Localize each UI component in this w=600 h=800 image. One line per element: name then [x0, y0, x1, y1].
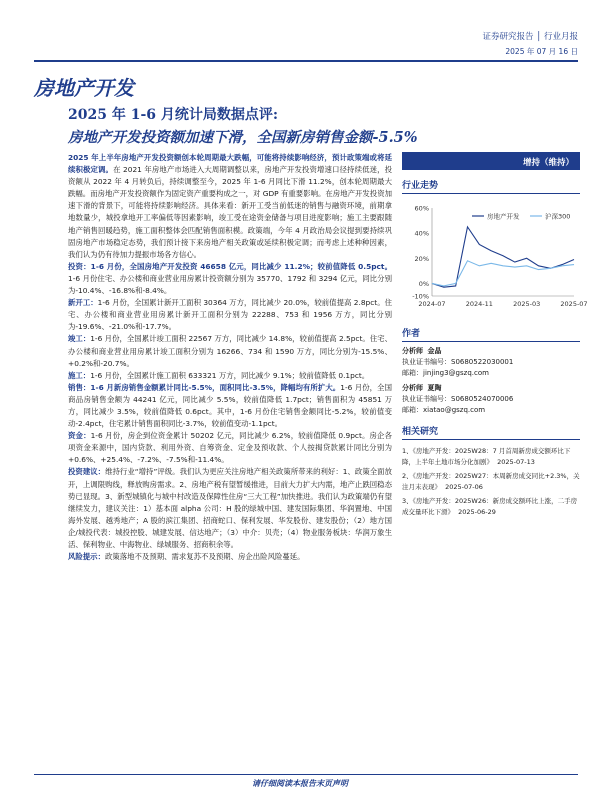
y-tick-label: 60%	[414, 204, 429, 213]
invest-text: 1-6 月份住宅、办公楼和商业营业用房累计投资额分别为 35770、1792 和 3294 亿元，同比分别为-10.4%、-16.8%和-8.4%。	[68, 273, 392, 296]
advice-lead: 投资建议：	[68, 467, 106, 477]
y-tick-label: 40%	[414, 229, 429, 238]
sales-lead: 销售：1-6 月新房销售金额累计同比-5.5%，面积同比-3.5%，降幅均有所扩大。	[68, 382, 341, 392]
related-item-3[interactable]	[402, 496, 580, 517]
risk-text: 政策落地不及预期、需求复苏不及预期、房企出险风险蔓延。	[104, 552, 305, 562]
x-tick-label: 2025-03	[513, 300, 541, 308]
analyst-2	[402, 383, 580, 416]
analyst-1-role: 分析师	[402, 347, 423, 355]
analyst-2-email[interactable]: 邮箱：xiatao@gszq.com	[402, 406, 486, 414]
x-tick-label: 2024-11	[465, 300, 493, 308]
footer-divider	[34, 774, 578, 775]
analyst-2-cert: 执业证书编号：S0680524070006	[402, 395, 514, 403]
funds-lead: 资金：	[68, 431, 91, 441]
report-body	[68, 152, 392, 563]
series-line-1	[432, 227, 574, 287]
newstart-paragraph	[68, 297, 392, 333]
industry-title: 房地产开发	[34, 76, 134, 100]
advice-text: 维持行业“增持”评级。我们认为更应关注房地产相关政策所带来的利好：1、政策全面放开，上调限购线，释放购房需求。2、房地产税有望暂缓推进，目前大力扩大内需，地产止跌回稳态势已显现。3、新型城镇化与城中村改造及保障性住房“三大工程”加快推进。我们认为政策端仍有望继续发力，建议关注：1）基本面 alpha 公司：H 股的绿城中国、建发国际集团、华润置地、中国海外发展、越秀地产；A 股的滨江集团、招商蛇口、保利发展、华发股份、建发股份；（2）地方国企/城投代表：城投控股、城建发展、信达地产；（3）中介：贝壳；（4）物业服务板块：华润万象生活、保利物业、中海物业、绿城服务、招商积余等。	[68, 467, 392, 549]
y-tick-label: 20%	[414, 254, 429, 263]
completion-text: 1-6 月份，全国累计竣工面积 22567 万方，同比减少 14.8%，较前值提高 2.5pct。住宅、办公楼和商业营业用房累计竣工面积分别为 16266、734 和 1590 万方，同比分别为-15.5%、+0.2%和-20.7%。	[68, 334, 392, 368]
invest-lead: 投资：1-6 月份，全国房地产开发投资 46658 亿元，同比减少 11.2%；较前值降低 0.5pct。	[68, 261, 392, 271]
report-title-line2: 房地产开发投资额加速下滑，全国新房销售金额-5.5%	[68, 129, 418, 146]
advice-paragraph	[68, 466, 392, 551]
related-1-date: 2025-07-13	[497, 457, 535, 466]
trend-section-title: 行业走势	[402, 178, 580, 194]
related-2-title[interactable]: 2、《房地产开发：2025W27：本周新房成交同比+2.3%，关注月末表现》	[402, 472, 580, 491]
x-tick-label: 2024-07	[418, 300, 446, 308]
sales-text: 1-6 月份，全国商品房销售金额为 44241 亿元，同比减少 5.5%，较前值降低 1.7pct；销售面积为 45851 万方，同比减少 3.5%，较前值降低 0.6pct。其中，1-6 月份住宅销售金额同比-5.2%，较前值变动-2.4pct，住宅累计销售面积同比-3.7%，较前值变动-1.1pct。	[68, 382, 393, 429]
related-2-date: 2025-07-06	[445, 482, 483, 491]
sales-paragraph	[68, 382, 392, 430]
analyst-1-email[interactable]: 邮箱：jinjing3@gszq.com	[402, 369, 489, 377]
risk-lead: 风险提示：	[68, 552, 105, 562]
trend-chart-svg	[402, 200, 588, 318]
sidebar	[402, 152, 588, 521]
construction-text: 1-6 月份，全国累计施工面积 633321 万方，同比减少 9.1%；较前值降低 0.1pct。	[90, 370, 370, 380]
report-title-line1: 2025 年 1-6 月统计局数据点评:	[68, 107, 279, 123]
header-divider	[34, 60, 578, 62]
analyst-1-line	[402, 346, 580, 357]
construction-paragraph	[68, 370, 392, 382]
newstart-lead: 新开工：	[68, 298, 98, 308]
funds-paragraph	[68, 430, 392, 466]
newstart-text: 1-6 月份，全国累计新开工面积 30364 万方，同比减少 20.0%，较前值提高 2.8pct。住宅、办公楼和商业营业用房累计新开工面积分别为 22288、753 和 1956 万方，同比分别为-19.6%、-21.0%和-17.7%。	[68, 298, 392, 332]
analyst-1-cert: 执业证书编号：S0680522030001	[402, 358, 514, 366]
completion-paragraph	[68, 333, 392, 369]
analyst-section-title: 作者	[402, 326, 580, 342]
related-3-date: 2025-06-29	[458, 507, 496, 516]
related-3-title[interactable]: 3、《房地产开发：2025W26：新房成交额环比上涨，二手房成交量环比下滑》	[402, 497, 578, 516]
related-item-2[interactable]	[402, 471, 580, 492]
funds-text: 1-6 月份，房企到位资金累计 50202 亿元，同比减少 6.2%，较前值降低 0.9pct。房企各项资金来源中，国内贷款、利用外资、自筹资金、定金及预收款、个人按揭贷款累计同比分别为+0.6%、+25.4%、-7.2%、-7.5%和-11.4%。	[68, 431, 392, 465]
related-1-title[interactable]: 1、《房地产开发：2025W28：7 月首周新房成交额环比下降，上半年土地市场分化加剧》	[402, 447, 571, 466]
analyst-1	[402, 346, 580, 379]
legend-label-1: 房地产开发	[487, 212, 520, 221]
rating-badge: 增持（维持）	[402, 152, 580, 170]
summary-lead: 2025 年上半年房地产开发投资额创本轮周期最大跌幅，可能将持续影响经济，预计政策端或将延续积极定调。	[68, 153, 392, 175]
footer-note: 请仔细阅读本报告末页声明	[252, 779, 348, 788]
analyst-2-line	[402, 383, 580, 394]
analyst-2-name: 夏陶	[427, 384, 442, 392]
analyst-2-role: 分析师	[402, 384, 423, 392]
industry-trend-chart	[402, 200, 588, 318]
x-tick-label: 2025-07	[560, 300, 588, 308]
y-tick-label: 0%	[418, 279, 429, 288]
series-line-2	[432, 261, 574, 286]
invest-paragraph	[68, 261, 392, 297]
legend-label-2: 沪深300	[545, 212, 571, 221]
related-list	[402, 446, 580, 517]
related-section-title: 相关研究	[402, 424, 580, 440]
analyst-1-name: 金晶	[427, 347, 442, 355]
related-item-1[interactable]	[402, 446, 580, 467]
completion-lead: 竣工：	[68, 334, 91, 344]
report-type: 证券研究报告 │ 行业月报	[482, 32, 578, 42]
construction-lead: 施工：	[68, 370, 91, 380]
risk-paragraph	[68, 551, 392, 563]
summary-text: 在 2021 年房地产市场进入大周期调整以来，房地产开发投资增速口径持续低迷，投资额从 2022 年 4 月转负后，持续调整至今，2025 年 1-6 月同比下滑 11.2%，创本轮周期最大跌幅。而房地产开发投资额作为固定资产重要构成之一，对 GDP 有重要影响。在房地产开发投资加速下滑的背景下，可能将持续影响经济。具体来看：新开工受当前低迷的销售与融资环境，前期拿地数量少，城投拿地开工率偏低等因素影响，竣工受在途资金储备与项目进度影响；施工主要跟随地产销售回暖趋势，施工面积整体会匹配销售面积模。政策端，今年 4 月政治局会议提到要持续巩固房地产市场稳定态势，我们预计接下来房地产相关政策或延续积极定调；而考虑上述种种因素，我们认为仍有待加力提振市场各方信心。	[68, 165, 392, 259]
report-date: 2025 年 07 月 16 日	[505, 47, 578, 56]
summary-paragraph	[68, 152, 392, 261]
y-tick-label: -10%	[412, 292, 429, 301]
